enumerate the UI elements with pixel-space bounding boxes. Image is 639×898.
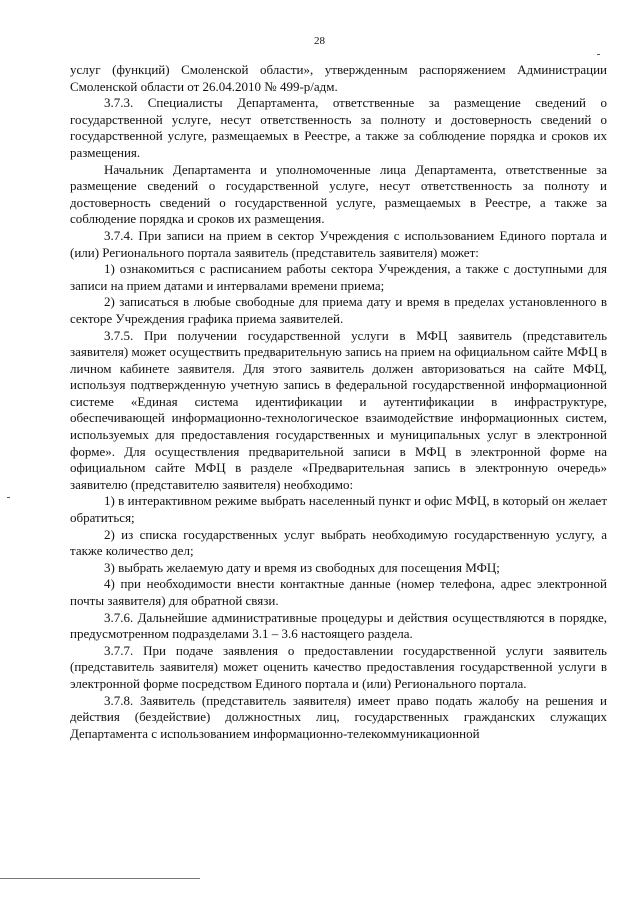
list-item-3-7-4-1: 1) ознакомиться с расписанием работы сектора Учреждения, а также с доступными для записи на прием датами и интервалами времени приема; [70, 261, 607, 293]
list-item-3-7-4-2: 2) записаться в любые свободные для приема дату и время в пределах установленного в секторе Учреждения графика приема заявителей. [70, 294, 607, 326]
paragraph-3-7-4: 3.7.4. При записи на прием в сектор Учреждения с использованием Единого портала и (или) Регионального портала заявитель (представитель заявителя) может: [70, 227, 607, 260]
page-number: 28 [314, 35, 325, 47]
paragraph-3-7-3: 3.7.3. Специалисты Департамента, ответственные за размещение сведений о государственной услуге, несут ответственность за полноту и достоверность сведений о государственной услуге, размещаемых в Реестре, а также за соблюдение порядка и сроков их размещения. [70, 95, 607, 160]
paragraph-3-7-5: 3.7.5. При получении государственной услуги в МФЦ заявитель (представитель заявителя) может осуществить предварительную запись на прием на официальном сайте МФЦ в личном кабинете заявителя. Для этого заявитель должен авторизоваться на сайте МФЦ, используя подтвержденную учетную запись в федеральной государственной информационной системе «Единая система идентификации и аутентификации в инфраструктуре, обеспечивающей информационно-технологическое взаимодействие информационных систем, используемых для предоставления государственных и муниципальных услуг в электронной форме». Для осуществления предварительной записи в МФЦ в электронной форме на официальном сайте МФЦ в разделе «Предварительная запись в электронную очередь» заявителю (представителю заявителя) необходимо: [70, 327, 607, 492]
paragraph-department-head: Начальник Департамента и уполномоченные лица Департамента, ответственные за размещение сведений о государственной услуге, несут ответственность за полноту и достоверность сведений о государственной услуге, размещаемых в Реестре, а также за соблюдение порядка и сроков их размещения. [70, 161, 607, 227]
list-item-3-7-5-1: 1) в интерактивном режиме выбрать населенный пункт и офис МФЦ, в который он желает обратиться; [70, 493, 607, 526]
list-item-3-7-5-2: 2) из списка государственных услуг выбрать необходимую государственную услугу, а также количество дел; [70, 526, 607, 559]
scan-edge-line [0, 878, 200, 879]
paragraph-3-7-7: 3.7.7. При подаче заявления о предоставлении государственной услуги заявитель (представитель заявителя) может оценить качество предоставления государственной услуги в электронной форме посредством Единого портала и (или) Регионального портала. [70, 642, 607, 691]
document-body [70, 62, 607, 742]
list-item-3-7-5-4: 4) при необходимости внести контактные данные (номер телефона, адрес электронной почты заявителя) для обратной связи. [70, 576, 607, 608]
scan-artifact-top-right [597, 54, 600, 55]
paragraph-3-7-8: 3.7.8. Заявитель (представитель заявителя) имеет право подать жалобу на решения и действия (бездействие) должностных лиц, государственных гражданских служащих Департамента с использованием информационно-телекоммуникационной [70, 692, 607, 741]
list-item-3-7-5-3: 3) выбрать желаемую дату и время из свободных для посещения МФЦ; [104, 559, 500, 575]
paragraph-continuation: услуг (функций) Смоленской области», утвержденным распоряжением Администрации Смоленской области от 26.04.2010 № 499-р/адм. [70, 62, 607, 94]
scan-artifact-left-margin [7, 497, 10, 498]
paragraph-3-7-6: 3.7.6. Дальнейшие административные процедуры и действия осуществляются в порядке, предусмотренном подразделами 3.1 – 3.6 настоящего раздела. [70, 609, 607, 642]
